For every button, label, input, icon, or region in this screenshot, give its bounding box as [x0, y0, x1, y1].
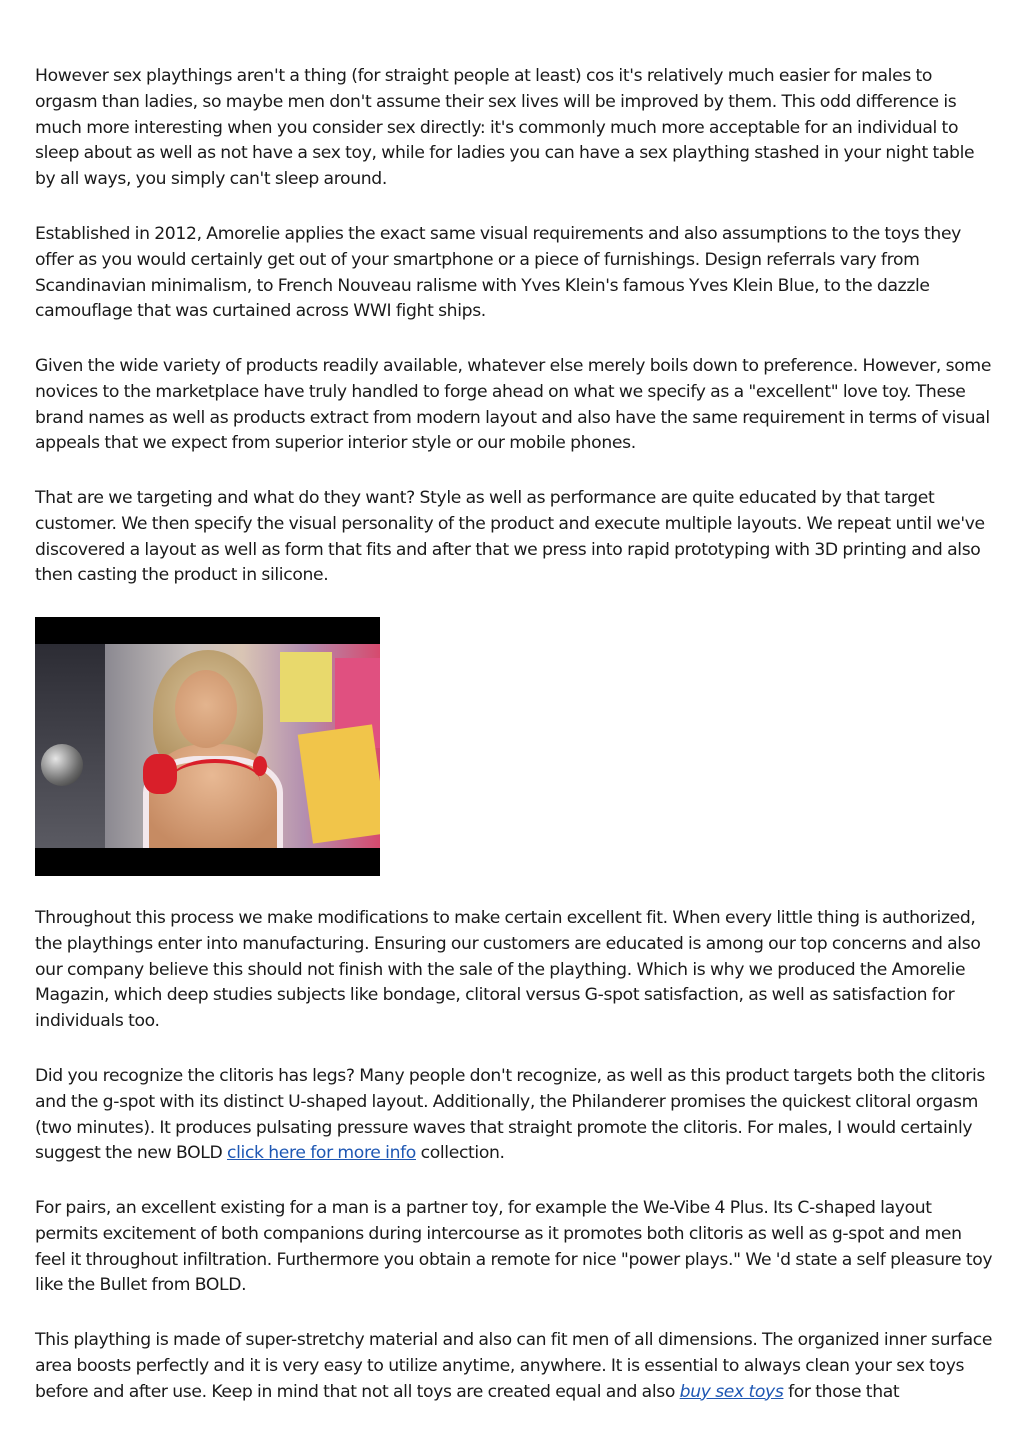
paragraph-8-tail: for those that [783, 1381, 900, 1402]
paragraph-5: Throughout this process we make modifications to make certain excellent fit. When every little thing is authorized, the playthings enter into manufacturing. Ensuring our customers are educated is among our top concerns and also our company believe this should not finish with the sale of the plaything. Which is why we produced the Amorelie Magazin, which deep studies subjects like bondage, clitoral versus G-spot satisfaction, as well as satisfaction for individuals too. [35, 908, 981, 1032]
paragraph-6-tail: collection. [415, 1143, 505, 1164]
product-box [280, 652, 332, 722]
paragraph-1: However sex playthings aren't a thing (for straight people at least) cos it's relatively much easier for males to orgasm than ladies, so maybe men don't assume their sex lives will be improved by them. This odd difference is much more interesting when you consider sex directly: it's commonly much more acceptable for an individual to sleep about as well as not have a sex toy, while for ladies you can have a sex plaything stashed in your night table by all ways, you simply can't sleep around. [35, 66, 975, 190]
person-face [175, 670, 237, 748]
paragraph-2: Established in 2012, Amorelie applies the exact same visual requirements and also assumptions to the toys they offer as you would certainly get out of your smartphone or a piece of furnishings. Design referrals vary from Scandinavian minimalism, to French Nouveau ralisme with Yves Klein's famous Yves Klein Blue, to the dazzle camouflage that was curtained across WWI fight ships. [35, 224, 961, 322]
article-photo [35, 617, 380, 876]
paragraph-6-text: Did you recognize the clitoris has legs? Many people don't recognize, as well as this product targets both the clitoris and the g-spot with its distinct U-shaped layout. Additionally, the Philanderer promises the quickest clitoral orgasm (two minutes). It produces pulsating pressure waves that straight promote the clitoris. For males, I would certainly suggest the new BOLD [35, 1066, 986, 1164]
photo-scene [35, 644, 380, 848]
toy-cord [170, 759, 260, 803]
paragraph-8-text: This plaything is made of super-stretchy material and also can fit men of all dimensions. The organized inner surface area boosts perfectly and it is very easy to utilize anytime, anywhere. It is essential to always clean your sex toys before and after use. Keep in mind that not all toys are created equal and also [35, 1330, 993, 1402]
buy-sex-toys-link[interactable]: buy sex toys [679, 1381, 784, 1402]
more-info-link[interactable]: click here for more info [227, 1143, 416, 1164]
red-toy [143, 754, 177, 794]
disco-ball [41, 744, 83, 786]
paragraph-6 [35, 1064, 993, 1167]
paragraph-7: For pairs, an excellent existing for a man is a partner toy, for example the We-Vibe 4 Plus. Its C-shaped layout permits excitement of both companions during intercourse as it promotes both clitoris as well as g-spot and men feel it throughout infiltration. Furthermore you obtain a remote for nice "power plays." We 'd state a self pleasure toy like the Bullet from BOLD. [35, 1198, 993, 1296]
product-box [298, 724, 380, 843]
paragraph-3: Given the wide variety of products readily available, whatever else merely boils down to preference. However, some novices to the marketplace have truly handled to forge ahead on what we specify as a "excellent" love toy. These brand names as well as products extract from modern layout and also have the same requirement in terms of visual appeals that we expect from superior interior style or our mobile phones. [35, 356, 992, 454]
paragraph-8 [35, 1328, 993, 1405]
red-toy-end [253, 756, 267, 776]
paragraph-4: That are we targeting and what do they want? Style as well as performance are quite educated by that target customer. We then specify the visual personality of the product and execute multiple layouts. We repeat until we've discovered a layout as well as form that fits and after that we press into rapid prototyping with 3D printing and also then casting the product in silicone. [35, 488, 985, 586]
